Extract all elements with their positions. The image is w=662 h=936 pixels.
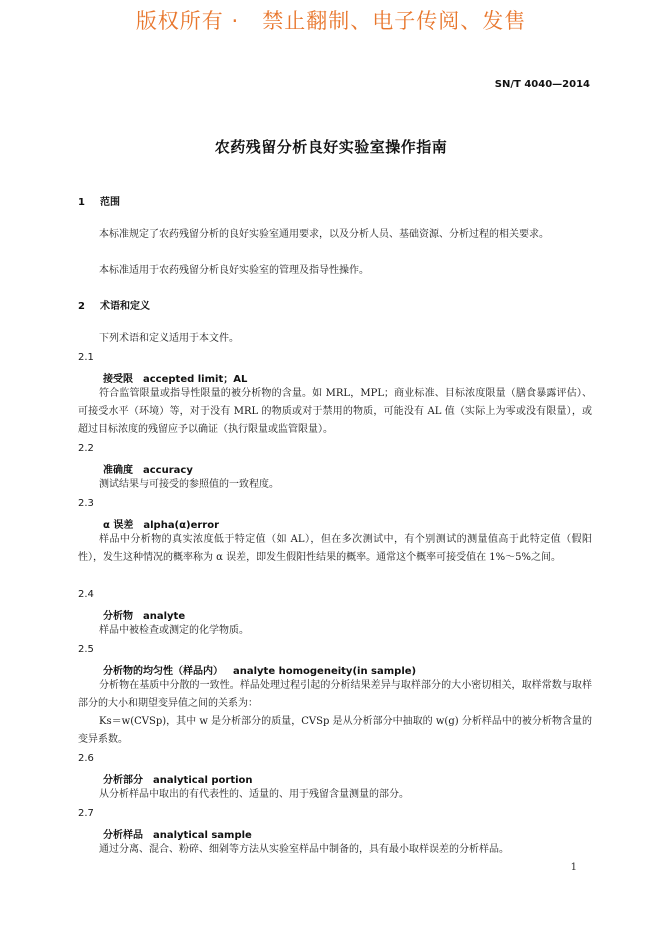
term-definition: 通过分离、混合、粉碎、细剁等方法从实验室样品中制备的，具有最小取样误差的分析样品。 <box>99 844 509 855</box>
section-title: 范围 <box>100 197 120 208</box>
watermark-banner: 版权所有 · 禁止翻制、电子传阅、发售 <box>135 9 527 33</box>
term-number: 2.4 <box>78 589 94 600</box>
term-heading <box>103 826 252 841</box>
term-number: 2.5 <box>78 644 94 655</box>
term-definition-formula: Ks＝w(CVSp)，其中 w 是分析部分的质量，CVSp 是从分析部分中抽取的 w(g) 分析样品中的被分析物含量的变异系数。 <box>78 716 592 745</box>
page-number: 1 <box>570 862 577 873</box>
term-en: analytical portion <box>153 775 253 786</box>
term-definition: 样品中被检查或测定的化学物质。 <box>99 625 249 636</box>
section-2-heading <box>78 297 150 312</box>
term-en: accepted limit；AL <box>143 374 248 385</box>
term-definition: 测试结果与可接受的参照值的一致程度。 <box>99 479 279 490</box>
term-number: 2.3 <box>78 498 94 509</box>
standard-code: SN/T 4040—2014 <box>494 79 590 90</box>
term-zh: 分析部分 <box>103 775 143 786</box>
term-heading <box>103 607 185 622</box>
term-number: 2.2 <box>78 443 94 454</box>
term-zh: 分析物的均匀性（样品内） <box>103 666 223 677</box>
term-en: analyte <box>143 611 186 622</box>
term-definition: 符合监管限量或指导性限量的被分析物的含量。如 MRL，MPL；商业标准、目标浓度限量（膳食暴露评估）、可接受水平（环境）等，对于没有 MRL 的物质或对于禁用的物质，可能没有 AL 值（实际上为零或没有限量），或超过目标浓度的残留应予以确证（执行限量或监管限量）。 <box>78 388 592 435</box>
term-zh: 分析样品 <box>103 830 143 841</box>
term-number: 2.1 <box>78 352 94 363</box>
term-zh: 接受限 <box>103 374 133 385</box>
term-number: 2.6 <box>78 753 94 764</box>
section-number: 1 <box>78 197 85 208</box>
section-2-intro: 下列术语和定义适用于本文件。 <box>99 333 239 344</box>
term-definition: 从分析样品中取出的有代表性的、适量的、用于残留含量测量的部分。 <box>99 789 409 800</box>
term-zh: 分析物 <box>103 611 133 622</box>
term-en: accuracy <box>143 465 193 476</box>
term-heading <box>103 516 219 531</box>
term-zh: α 误差 <box>103 520 134 531</box>
section-number: 2 <box>78 301 85 312</box>
term-definition: 分析物在基质中分散的一致性。样品处理过程引起的分析结果差异与取样部分的大小密切相关，取样常数与取样部分的大小和期望变异值之间的关系为： <box>78 680 592 709</box>
term-zh: 准确度 <box>103 465 133 476</box>
term-heading <box>103 370 247 385</box>
term-heading <box>103 461 193 476</box>
term-heading <box>103 662 416 677</box>
section-title: 术语和定义 <box>100 301 150 312</box>
term-en: analytical sample <box>153 830 252 841</box>
section-1-heading <box>78 193 120 208</box>
section-1-paragraph: 本标准规定了农药残留分析的良好实验室通用要求，以及分析人员、基础资源、分析过程的相关要求。 <box>99 229 549 240</box>
section-1-paragraph: 本标准适用于农药残留分析良好实验室的管理及指导性操作。 <box>99 265 369 276</box>
term-definition: 样品中分析物的真实浓度低于特定值（如 AL），但在多次测试中，有个别测试的测量值高于此特定值（假阳性），发生这种情况的概率称为 α 误差，即发生假阳性结果的概率。通常这个概率可接受值在 1%～5%之间。 <box>78 534 592 563</box>
term-number: 2.7 <box>78 808 94 819</box>
term-heading <box>103 771 253 786</box>
document-title: 农药残留分析良好实验室操作指南 <box>214 138 448 156</box>
term-en: analyte homogeneity(in sample) <box>233 666 417 677</box>
term-en: alpha(α)error <box>143 520 220 531</box>
